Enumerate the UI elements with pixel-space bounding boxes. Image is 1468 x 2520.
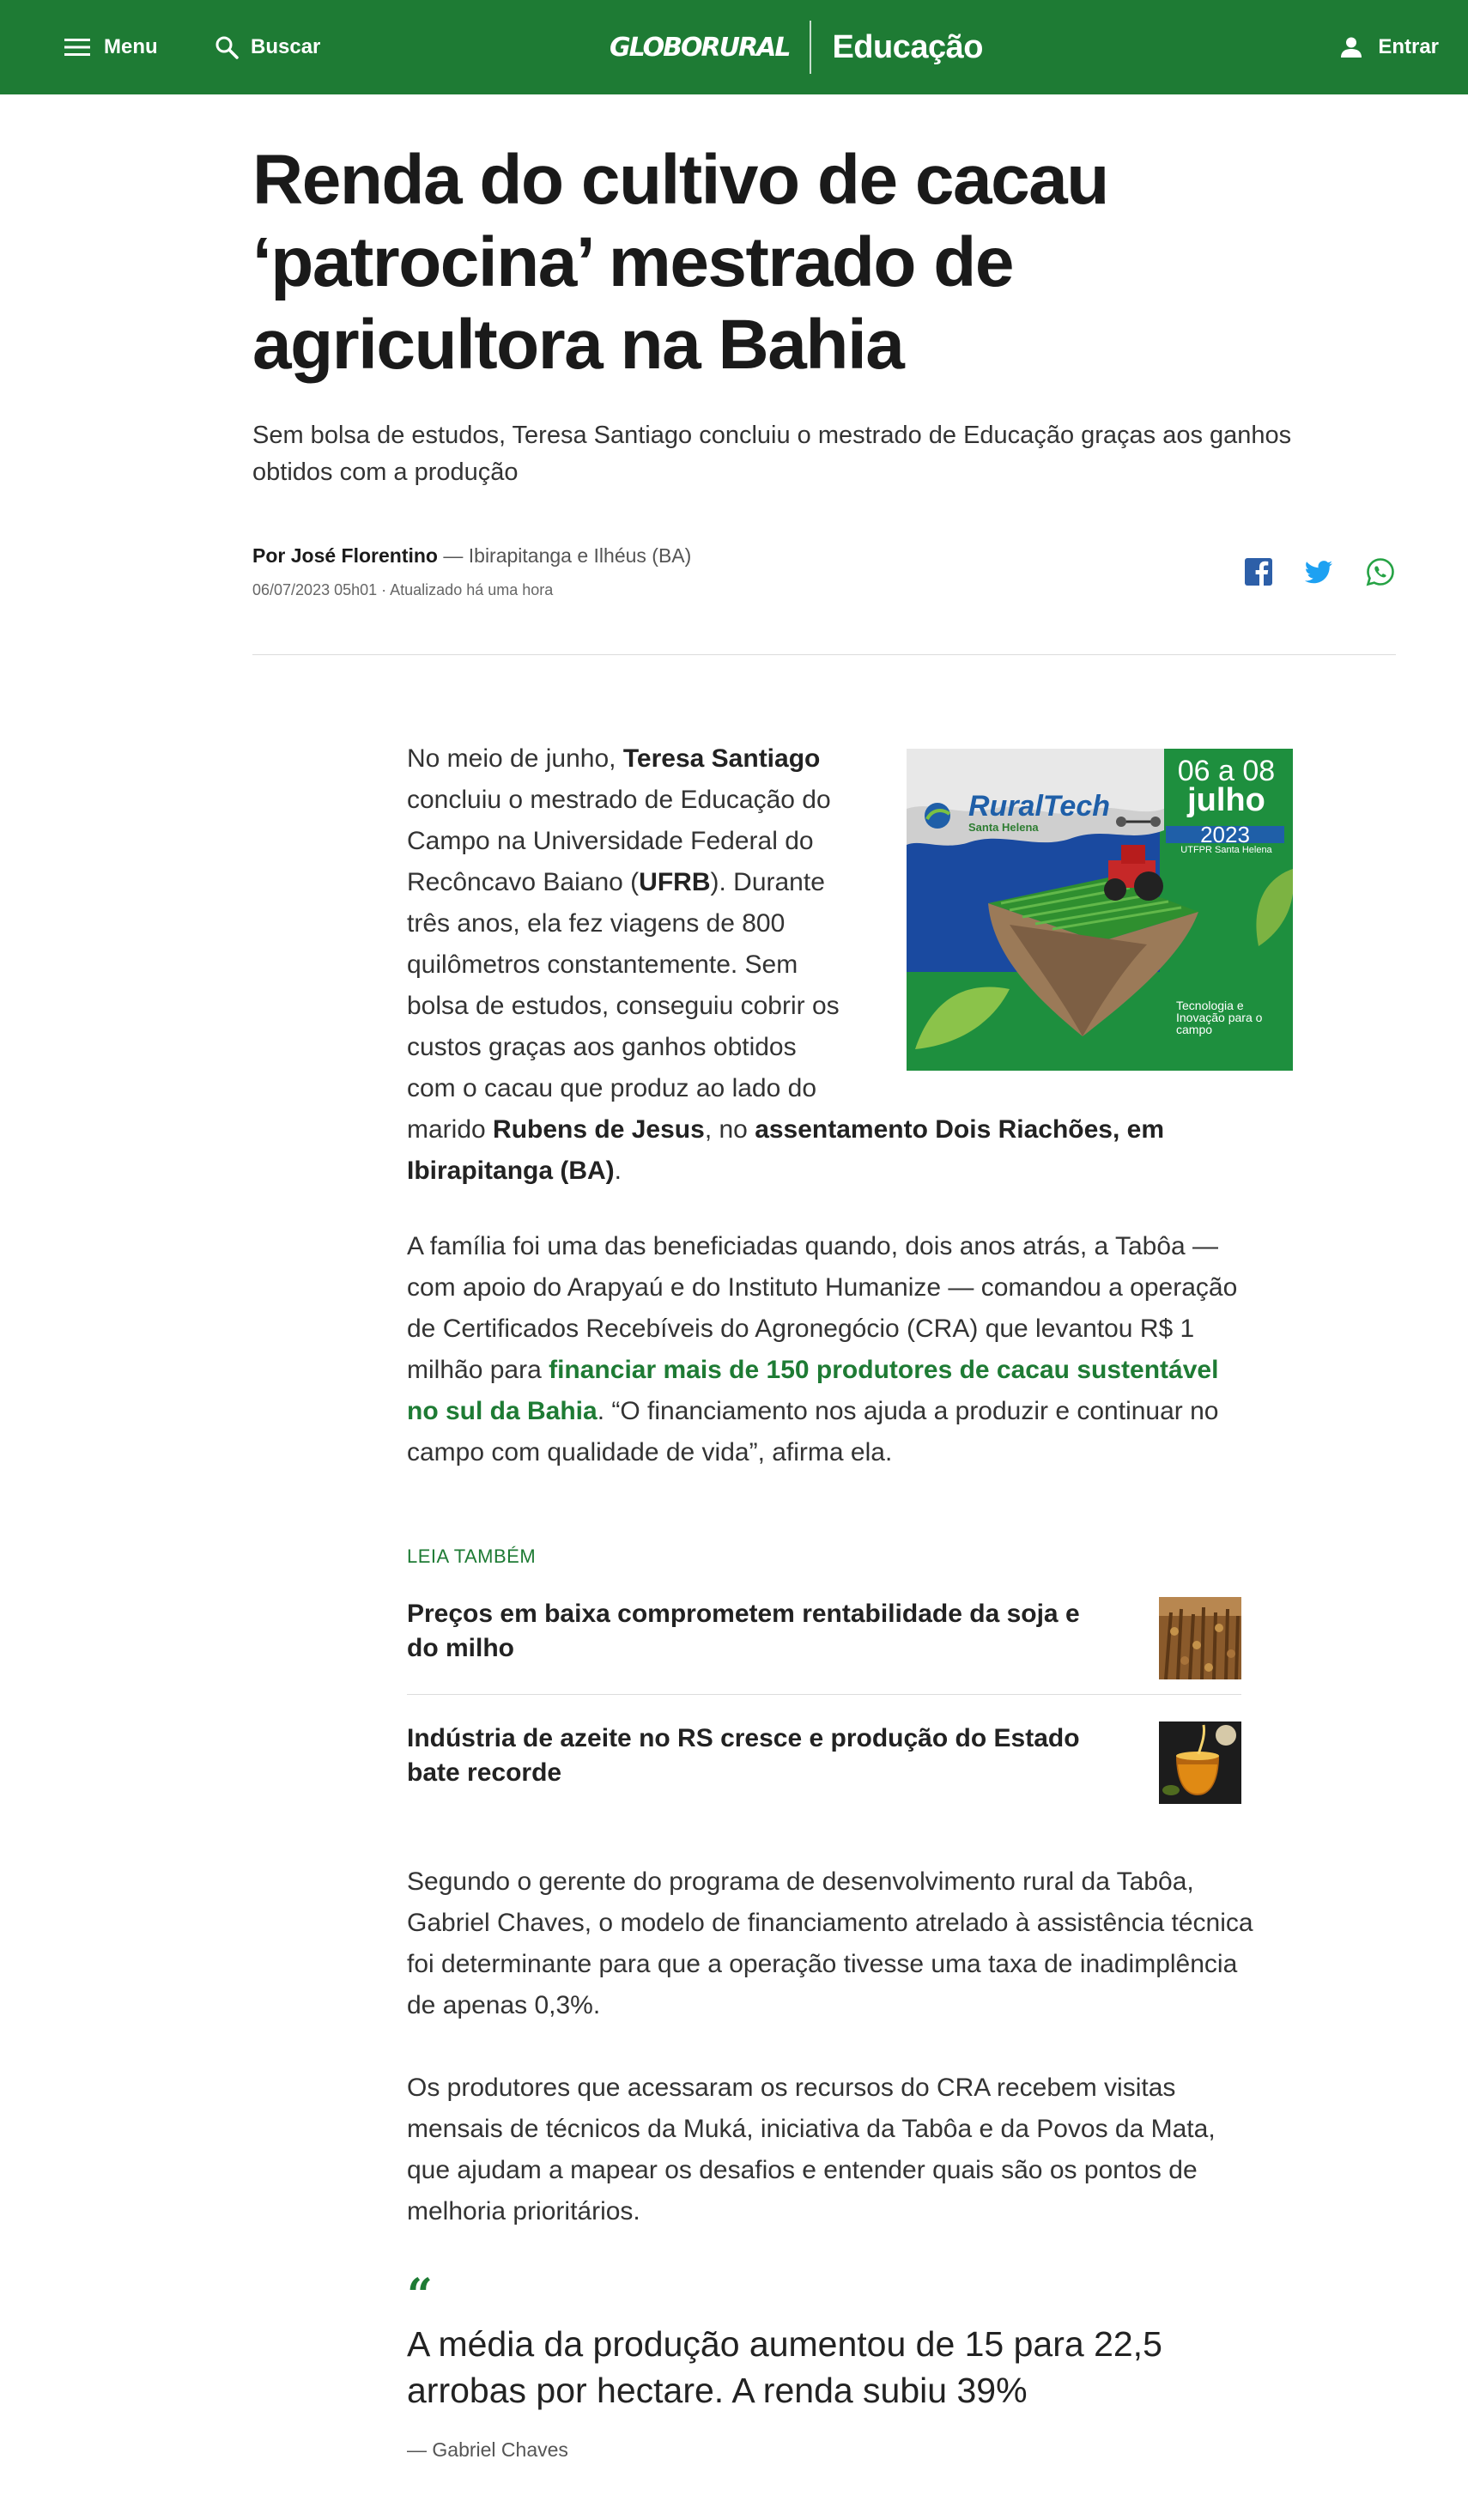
related-item-2[interactable] xyxy=(407,1721,1241,1807)
text-run: . xyxy=(614,1157,622,1185)
text-line: foi determinante para que a operação tivesse uma taxa de inadimplência xyxy=(407,1950,1238,1978)
text-line: com apoio do Arapyaú e do Instituto Humanize — comandou a operação xyxy=(407,1273,1238,1302)
text-run: milhão para xyxy=(407,1356,549,1384)
search-button[interactable] xyxy=(215,0,320,94)
twitter-icon xyxy=(1303,556,1334,587)
share-facebook-button[interactable] xyxy=(1243,556,1274,587)
text-run: . “O financiamento nos ajuda a produzir e continuar no xyxy=(597,1397,1219,1425)
bold-run: Ibirapitanga (BA) xyxy=(407,1157,615,1185)
menu-label: Menu xyxy=(104,35,158,58)
login-label: Entrar xyxy=(1378,35,1439,58)
text-line: Gabriel Chaves, o modelo de financiamento atrelado à assistência técnica xyxy=(407,1909,1253,1937)
ad-year: 2023 xyxy=(1200,822,1250,847)
search-label: Buscar xyxy=(251,35,321,58)
text-line: melhoria prioritários. xyxy=(407,2197,640,2225)
related-thumbnail[interactable] xyxy=(1159,1721,1241,1804)
bold-run: Teresa Santiago xyxy=(622,744,821,773)
text-line: com o cacau que produz ao lado do xyxy=(407,1074,816,1102)
text-run: marido xyxy=(407,1115,494,1144)
paragraph-3 xyxy=(407,1861,1253,2026)
text-line: Os produtores que acessaram os recursos do CRA recebem visitas xyxy=(407,2074,1176,2102)
ad-brand-sub: Santa Helena xyxy=(968,821,1039,834)
hamburger-icon xyxy=(64,38,90,57)
paragraph-4 xyxy=(407,2068,1216,2232)
article-title: Renda do cultivo de cacau ‘patrocina’ mestrado de agricultora na Bahia xyxy=(252,141,1108,384)
text-line: de apenas 0,3%. xyxy=(407,1991,601,2019)
article-subtitle: Sem bolsa de estudos, Teresa Santiago concluiu o mestrado de Educação graças aos ganhos obtidos com a produção xyxy=(252,422,1292,486)
paragraph-2 xyxy=(407,1226,1237,1473)
related-divider xyxy=(407,1694,1241,1695)
related-item-1[interactable] xyxy=(407,1597,1241,1683)
text-line: que ajudam a mapear os desafios e entender quais são os pontos de xyxy=(407,2156,1198,2184)
quote-mark-icon: “ xyxy=(407,2269,433,2322)
login-button[interactable] xyxy=(1340,0,1439,94)
text-line: concluiu o mestrado de Educação do xyxy=(407,786,831,814)
globorural-logo[interactable]: GLOBORURAL xyxy=(610,32,790,63)
menu-button[interactable] xyxy=(64,0,158,94)
pull-quote: A média da produção aumentou de 15 para 22,5 arrobas por hectare. A renda subiu 39% xyxy=(407,2324,1162,2410)
ad-org: UTFPR Santa Helena xyxy=(1180,845,1272,855)
ad-brand: RuralTech xyxy=(968,790,1111,823)
share-whatsapp-button[interactable] xyxy=(1365,556,1396,587)
bold-run: UFRB xyxy=(639,868,711,896)
soybean-field-image xyxy=(1159,1597,1241,1679)
text-line: de Certificados Recebíveis do Agronegócio (CRA) que levantou R$ 1 xyxy=(407,1315,1195,1343)
text-line: Campo na Universidade Federal do xyxy=(407,827,814,855)
related-thumbnail[interactable] xyxy=(1159,1597,1241,1679)
byline xyxy=(252,544,691,568)
text-line: mensais de técnicos da Muká, iniciativa da Tabôa e da Povos da Mata, xyxy=(407,2115,1216,2143)
user-icon xyxy=(1340,36,1362,58)
search-icon xyxy=(215,35,239,59)
byline-prefix: Por xyxy=(252,544,291,567)
section-title[interactable]: Educação xyxy=(832,28,983,65)
text-run: Recôncavo Baiano ( xyxy=(407,868,640,896)
olive-oil-image xyxy=(1159,1721,1241,1804)
text-line: quilômetros constantemente. Sem xyxy=(407,950,798,979)
related-title[interactable]: Preços em baixa comprometem rentabilidade da soja e do milho xyxy=(407,1600,1080,1662)
facebook-icon xyxy=(1243,556,1274,587)
text-line: Segundo o gerente do programa de desenvolvimento rural da Tabôa, xyxy=(407,1867,1194,1896)
byline-location: — Ibirapitanga e Ilhéus (BA) xyxy=(437,544,692,567)
text-run: ). Durante xyxy=(710,868,825,896)
text-line: custos graças aos ganhos obtidos xyxy=(407,1033,797,1061)
text-line xyxy=(407,1109,1164,1151)
top-navigation-bar xyxy=(0,0,1468,94)
text-line: A família foi uma das beneficiadas quando, dois anos atrás, a Tabôa — xyxy=(407,1232,1219,1260)
text-line: bolsa de estudos, conseguiu cobrir os xyxy=(407,992,840,1020)
related-label: LEIA TAMBÉM xyxy=(407,1545,537,1567)
share-twitter-button[interactable] xyxy=(1303,556,1334,587)
bold-run: assentamento Dois Riachões, em xyxy=(755,1115,1165,1144)
header-divider xyxy=(252,654,1396,655)
ruraltech-ad-banner[interactable] xyxy=(907,749,1293,1071)
quote-author: — Gabriel Chaves xyxy=(407,2438,568,2461)
whatsapp-icon xyxy=(1365,556,1396,587)
text-line: três anos, ela fez viagens de 800 xyxy=(407,909,786,938)
financing-link[interactable]: financiar mais de 150 produtores de cacau sustentável xyxy=(549,1356,1219,1384)
text-run: , no xyxy=(704,1115,755,1144)
bold-run: Rubens de Jesus xyxy=(493,1115,705,1144)
ad-date-line1: 06 a 08 xyxy=(1177,755,1276,787)
brand-area xyxy=(610,21,983,74)
ad-tagline: Tecnologia e Inovação para o campo xyxy=(1176,999,1263,1036)
text-line: campo com qualidade de vida”, afirma ela. xyxy=(407,1438,893,1466)
related-title[interactable]: Indústria de azeite no RS cresce e produção do Estado bate recorde xyxy=(407,1724,1080,1787)
ad-date-line2: julho xyxy=(1187,782,1265,818)
financing-link-cont[interactable]: no sul da Bahia xyxy=(407,1397,598,1425)
author-name[interactable]: José Florentino xyxy=(290,544,438,567)
text-line xyxy=(407,1391,1237,1432)
text-line xyxy=(407,1350,1237,1391)
text-line xyxy=(407,1151,1164,1192)
publish-date: 06/07/2023 05h01 · Atualizado há uma hora xyxy=(252,581,554,598)
text-run: No meio de junho, xyxy=(407,744,623,773)
